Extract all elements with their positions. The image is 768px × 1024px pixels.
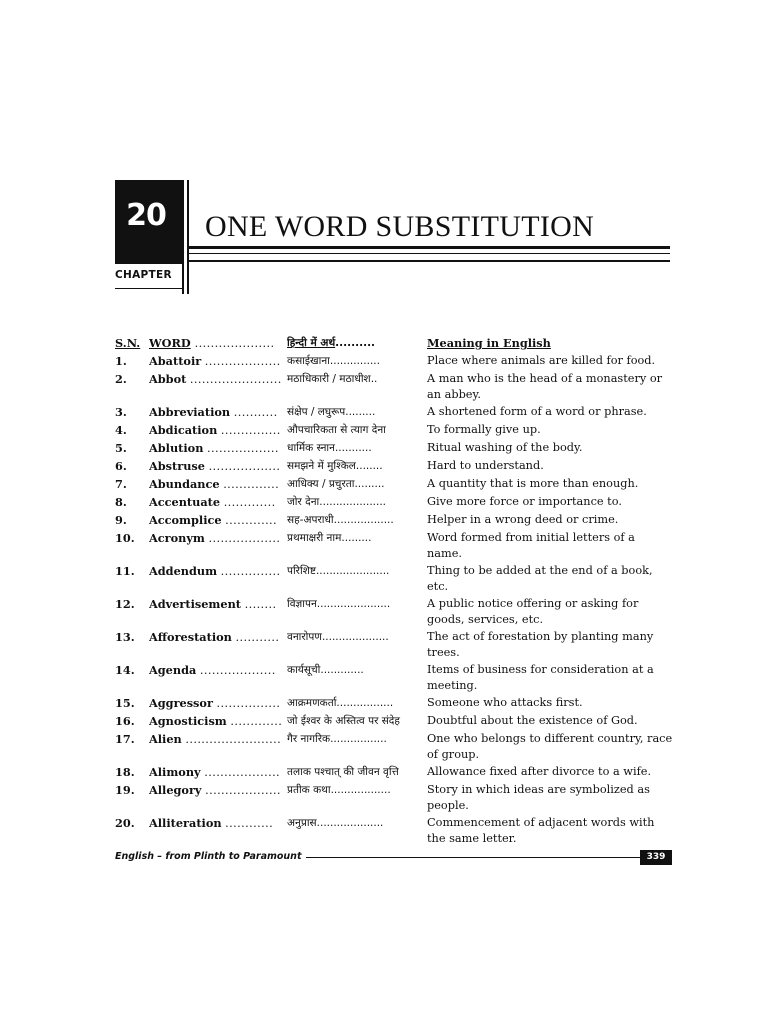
row-word-dots: ............. <box>230 715 283 728</box>
row-word-cell <box>149 353 287 370</box>
row-hindi: कसाईखाना............... <box>287 355 380 367</box>
row-word-cell <box>149 404 287 421</box>
row-word-cell <box>149 530 287 547</box>
table-row <box>115 512 675 530</box>
row-word-cell <box>149 815 287 832</box>
row-word-dots: ................... <box>205 784 281 797</box>
row-word-dots: ................ <box>216 697 281 710</box>
row-meaning: A public notice offering or asking for goods, services, etc. <box>427 597 639 626</box>
row-word-cell <box>149 713 287 730</box>
row-word: Abattoir <box>149 354 202 368</box>
row-word: Alliteration <box>149 816 222 830</box>
row-hindi: तलाक पश्चात् की जीवन वृत्ति <box>287 766 399 778</box>
chapter-number: 20 <box>126 198 166 233</box>
row-word-cell <box>149 731 287 748</box>
row-meaning: Place where animals are killed for food. <box>427 354 656 367</box>
row-hindi: संक्षेप / लघुरूप......... <box>287 406 376 418</box>
row-word-dots: ........................ <box>185 733 282 746</box>
divider <box>188 253 670 254</box>
footer-book-title: English – from Plinth to Paramount <box>115 851 302 862</box>
row-word-cell <box>149 422 287 439</box>
table-header <box>115 335 675 353</box>
row-meaning: Commencement of adjacent words with the same letter. <box>427 816 655 845</box>
row-word-dots: ....................... <box>189 373 282 386</box>
table-row <box>115 629 675 662</box>
row-sn: 17. <box>115 732 135 746</box>
row-word-dots: ........... <box>233 406 278 419</box>
table-row <box>115 353 675 371</box>
row-hindi: जो ईश्वर के अस्तित्व पर संदेह <box>287 715 400 727</box>
table-row <box>115 404 675 422</box>
row-meaning: Thing to be added at the end of a book, etc. <box>427 564 653 593</box>
row-hindi: जोर देना.................... <box>287 496 387 508</box>
row-word-cell <box>149 512 287 529</box>
page-number: 339 <box>640 850 672 865</box>
row-meaning: A quantity that is more than enough. <box>427 477 639 490</box>
table-row <box>115 596 675 629</box>
table-row <box>115 458 675 476</box>
row-word-dots: ............ <box>225 817 274 830</box>
row-hindi: परिशिष्ट...................... <box>287 565 390 577</box>
row-word: Agnosticism <box>149 714 227 728</box>
row-sn: 20. <box>115 816 135 830</box>
row-meaning: Someone who attacks first. <box>427 696 583 709</box>
row-meaning: The act of forestation by planting many trees. <box>427 630 654 659</box>
row-hindi: धार्मिक स्नान........... <box>287 442 372 454</box>
footer-divider <box>306 857 640 858</box>
row-word-dots: ............. <box>223 496 276 509</box>
table-row <box>115 371 675 404</box>
row-sn: 18. <box>115 765 135 779</box>
table-body <box>115 353 675 848</box>
row-word-cell <box>149 764 287 781</box>
row-word-dots: ................... <box>199 664 276 677</box>
row-word-cell <box>149 596 287 613</box>
row-sn: 5. <box>115 441 127 455</box>
header-word-dots: .................... <box>194 337 275 350</box>
row-word-cell <box>149 494 287 511</box>
table-row <box>115 662 675 695</box>
row-word-cell <box>149 662 287 679</box>
row-word: Allegory <box>149 783 202 797</box>
row-sn: 1. <box>115 354 127 368</box>
table-row <box>115 440 675 458</box>
row-hindi: आधिक्य / प्रचुरता......... <box>287 478 385 490</box>
row-hindi: सह-अपराधी.................. <box>287 514 394 526</box>
row-word-dots: ................... <box>204 766 281 779</box>
table-row <box>115 782 675 815</box>
row-hindi: समझने में मुश्किल........ <box>287 460 383 472</box>
row-sn: 4. <box>115 423 127 437</box>
row-sn: 2. <box>115 372 127 386</box>
chapter-title: ONE WORD SUBSTITUTION <box>205 210 595 243</box>
row-word-dots: .................. <box>207 442 279 455</box>
row-word: Ablution <box>149 441 204 455</box>
row-word: Alien <box>149 732 182 746</box>
header-hindi: हिन्दी में अर्थ <box>287 337 336 349</box>
row-sn: 6. <box>115 459 127 473</box>
row-word-cell <box>149 440 287 457</box>
row-hindi: विज्ञापन...................... <box>287 598 391 610</box>
row-hindi: औपचारिकता से त्याग देना <box>287 424 386 436</box>
row-word-dots: .............. <box>223 478 280 491</box>
row-meaning: Ritual washing of the body. <box>427 441 583 454</box>
header-word-cell <box>149 335 287 352</box>
row-sn: 7. <box>115 477 127 491</box>
row-word-dots: ............. <box>225 514 278 527</box>
row-word: Accentuate <box>149 495 221 509</box>
row-word: Abbot <box>149 372 187 386</box>
row-word-dots: ................... <box>204 355 281 368</box>
table-row <box>115 530 675 563</box>
row-word-dots: ............... <box>220 424 281 437</box>
row-word: Agenda <box>149 663 197 677</box>
row-meaning: A shortened form of a word or phrase. <box>427 405 647 418</box>
divider <box>115 263 182 264</box>
row-meaning: Allowance fixed after divorce to a wife. <box>427 765 652 778</box>
row-word: Abundance <box>149 477 220 491</box>
row-hindi: आक्रमणकर्ता................. <box>287 697 394 709</box>
row-meaning: Items of business for consideration at a meeting. <box>427 663 654 692</box>
row-sn: 11. <box>115 564 135 578</box>
row-sn: 14. <box>115 663 135 677</box>
row-hindi: अनुप्रास.................... <box>287 817 384 829</box>
row-word-dots: .................. <box>208 460 281 473</box>
row-meaning: A man who is the head of a monastery or an abbey. <box>427 372 663 401</box>
row-word: Abbreviation <box>149 405 231 419</box>
row-word-dots: ............... <box>220 565 281 578</box>
header-sn: S.N. <box>115 336 141 350</box>
row-word-cell <box>149 695 287 712</box>
row-meaning: One who belongs to different country, race of group. <box>427 732 673 761</box>
row-word-cell <box>149 563 287 580</box>
table-row <box>115 563 675 596</box>
row-word-cell <box>149 476 287 493</box>
table-row <box>115 494 675 512</box>
row-word-cell <box>149 458 287 475</box>
header-hindi-cell <box>287 335 427 351</box>
divider <box>187 180 189 294</box>
row-word-cell <box>149 629 287 646</box>
row-sn: 13. <box>115 630 135 644</box>
row-word: Abstruse <box>149 459 205 473</box>
row-sn: 10. <box>115 531 135 545</box>
row-word: Aggressor <box>149 696 213 710</box>
row-word: Addendum <box>149 564 218 578</box>
row-meaning: To formally give up. <box>427 423 541 436</box>
row-meaning: Hard to understand. <box>427 459 544 472</box>
row-meaning: Helper in a wrong deed or crime. <box>427 513 619 526</box>
divider <box>182 180 184 294</box>
header-word: WORD <box>149 336 191 350</box>
vocabulary-table <box>115 335 675 848</box>
row-word-dots: ........ <box>244 598 277 611</box>
row-hindi: मठाधिकारी / मठाधीश.. <box>287 373 378 385</box>
row-word: Abdication <box>149 423 218 437</box>
table-row <box>115 476 675 494</box>
row-hindi: प्रतीक कथा.................. <box>287 784 391 796</box>
row-word-cell <box>149 782 287 799</box>
chapter-label: CHAPTER <box>115 269 172 281</box>
row-word: Acronym <box>149 531 205 545</box>
row-hindi: प्रथमाक्षरी नाम......... <box>287 532 372 544</box>
row-hindi: वनारोपण.................... <box>287 631 389 643</box>
row-word-dots: ........... <box>235 631 280 644</box>
row-meaning: Doubtful about the existence of God. <box>427 714 638 727</box>
divider <box>115 288 182 289</box>
table-row <box>115 695 675 713</box>
row-meaning: Give more force or importance to. <box>427 495 622 508</box>
row-sn: 19. <box>115 783 135 797</box>
header-hindi-dots: .......... <box>335 337 376 349</box>
divider <box>188 246 670 249</box>
divider <box>188 260 670 262</box>
row-meaning: Story in which ideas are symbolized as people. <box>427 783 650 812</box>
row-sn: 3. <box>115 405 127 419</box>
row-sn: 8. <box>115 495 127 509</box>
row-hindi: गैर नागरिक................. <box>287 733 387 745</box>
table-row <box>115 764 675 782</box>
row-sn: 16. <box>115 714 135 728</box>
row-sn: 15. <box>115 696 135 710</box>
header-meaning: Meaning in English <box>427 336 551 350</box>
row-word: Afforestation <box>149 630 232 644</box>
row-word: Advertisement <box>149 597 241 611</box>
row-sn: 12. <box>115 597 135 611</box>
table-row <box>115 713 675 731</box>
row-sn: 9. <box>115 513 127 527</box>
row-word-dots: .................. <box>208 532 281 545</box>
table-row <box>115 422 675 440</box>
row-hindi: कार्यसूची............. <box>287 664 364 676</box>
row-word: Alimony <box>149 765 201 779</box>
table-row <box>115 815 675 848</box>
table-row <box>115 731 675 764</box>
row-word: Accomplice <box>149 513 222 527</box>
row-word-cell <box>149 371 287 388</box>
row-meaning: Word formed from initial letters of a name. <box>427 531 635 560</box>
